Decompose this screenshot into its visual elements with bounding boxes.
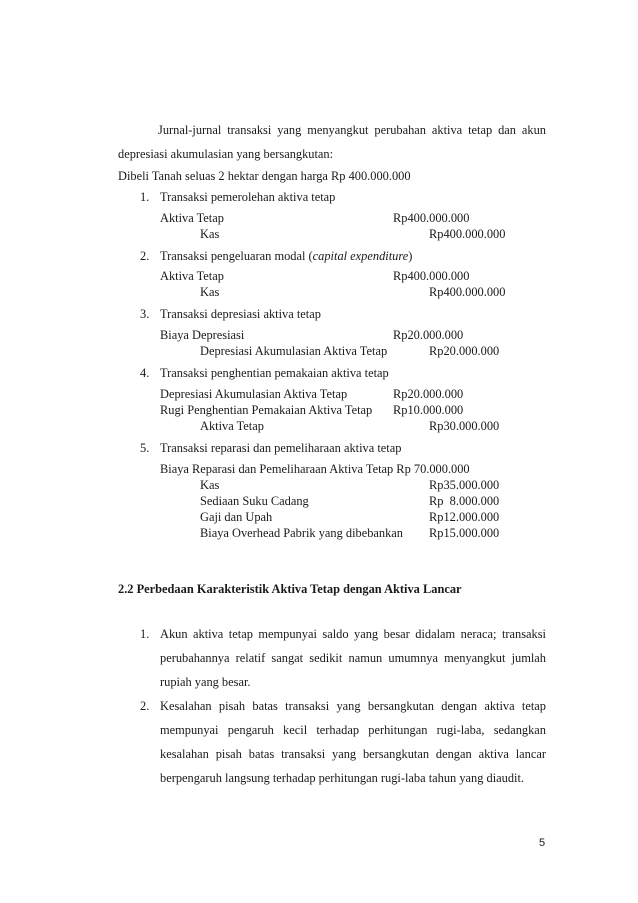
transaction-4-number: 4. [140, 366, 150, 380]
transaction-5-entry-4-credit: Rp12.000.000 [429, 510, 500, 524]
transaction-4-entry-2-account: Rugi Penghentian Pemakaian Aktiva Tetap [160, 403, 373, 417]
transaction-4-entry-3-credit: Rp30.000.000 [429, 419, 500, 433]
transaction-5-entry-4-account: Gaji dan Upah [200, 510, 273, 524]
transaction-2-number: 2. [140, 249, 150, 263]
transaction-1-entry-1-debit: Rp400.000.000 [393, 211, 470, 225]
point-2-number: 2. [140, 699, 150, 713]
point-2-line-1: Kesalahan pisah batas transaksi yang bersangkutan dengan aktiva tetap [160, 699, 546, 713]
transaction-4-entry-3-account: Aktiva Tetap [200, 419, 264, 433]
transaction-4-entry-2-debit: Rp10.000.000 [393, 403, 464, 417]
transaction-4-entry-1-account: Depresiasi Akumulasian Aktiva Tetap [160, 387, 348, 401]
point-2-line-4: berpengaruh langsung terhadap perhitungan rugi-laba tahun yang diaudit. [160, 771, 525, 785]
transaction-5-entry-2-credit: Rp35.000.000 [429, 478, 500, 492]
transaction-1-title: Transaksi pemerolehan aktiva tetap [160, 190, 336, 204]
transaction-3-title: Transaksi depresiasi aktiva tetap [160, 307, 321, 321]
transaction-5-entry-3-credit: Rp 8.000.000 [429, 494, 500, 508]
point-1-number: 1. [140, 627, 150, 641]
intro-line-3: Dibeli Tanah seluas 2 hektar dengan harga Rp 400.000.000 [118, 169, 411, 183]
transaction-1-entry-1-account: Aktiva Tetap [160, 211, 224, 225]
transaction-3-entry-2-account: Depresiasi Akumulasian Aktiva Tetap [200, 344, 388, 358]
transaction-3-entry-1-debit: Rp20.000.000 [393, 328, 464, 342]
transaction-3-entry-1-account: Biaya Depresiasi [160, 328, 245, 342]
transaction-1-entry-2-credit: Rp400.000.000 [429, 227, 506, 241]
transaction-5-number: 5. [140, 441, 150, 455]
point-1-line-1: Akun aktiva tetap mempunyai saldo yang besar didalam neraca; transaksi [160, 627, 546, 641]
point-2-line-2: mempunyai pengaruh kecil terhadap perhitungan rugi-laba, sedangkan [160, 723, 546, 737]
transaction-5-entry-5-account: Biaya Overhead Pabrik yang dibebankan [200, 526, 403, 540]
point-1-line-2: perubahannya relatif sangat sedikit namun umumnya menyangkut jumlah [160, 651, 546, 665]
transaction-2-title-italic: capital expenditure [312, 249, 409, 263]
transaction-2-title: Transaksi pengeluaran modal (capital expenditure) [160, 249, 413, 263]
transaction-2-entry-1-account: Aktiva Tetap [160, 269, 224, 283]
point-2-line-3: kesalahan pisah batas transaksi yang bersangkutan dengan aktiva lancar [160, 747, 546, 761]
point-1-line-3: rupiah yang besar. [160, 675, 251, 689]
transaction-2-entry-2-credit: Rp400.000.000 [429, 285, 506, 299]
transaction-5-entry-5-credit: Rp15.000.000 [429, 526, 500, 540]
intro-line-2: depresiasi akumulasian yang bersangkutan: [118, 147, 334, 161]
section-heading: 2.2 Perbedaan Karakteristik Aktiva Tetap dengan Aktiva Lancar [118, 582, 462, 596]
transaction-5-title: Transaksi reparasi dan pemeliharaan aktiva tetap [160, 441, 402, 455]
transaction-2-entry-1-debit: Rp400.000.000 [393, 269, 470, 283]
transaction-2-entry-2-account: Kas [200, 285, 220, 299]
transaction-1-number: 1. [140, 190, 150, 204]
transaction-3-entry-2-credit: Rp20.000.000 [429, 344, 500, 358]
transaction-5-entry-2-account: Kas [200, 478, 220, 492]
transaction-1-entry-2-account: Kas [200, 227, 220, 241]
transaction-5-entry-1-account: Biaya Reparasi dan Pemeliharaan Aktiva Tetap Rp 70.000.000 [160, 462, 470, 476]
transaction-4-entry-1-debit: Rp20.000.000 [393, 387, 464, 401]
transaction-5-entry-3-account: Sediaan Suku Cadang [200, 494, 309, 508]
transaction-4-title: Transaksi penghentian pemakaian aktiva tetap [160, 366, 389, 380]
intro-line-1: Jurnal-jurnal transaksi yang menyangkut perubahan aktiva tetap dan akun [158, 123, 546, 137]
page-number: 5 [539, 837, 546, 849]
transaction-3-number: 3. [140, 307, 150, 321]
